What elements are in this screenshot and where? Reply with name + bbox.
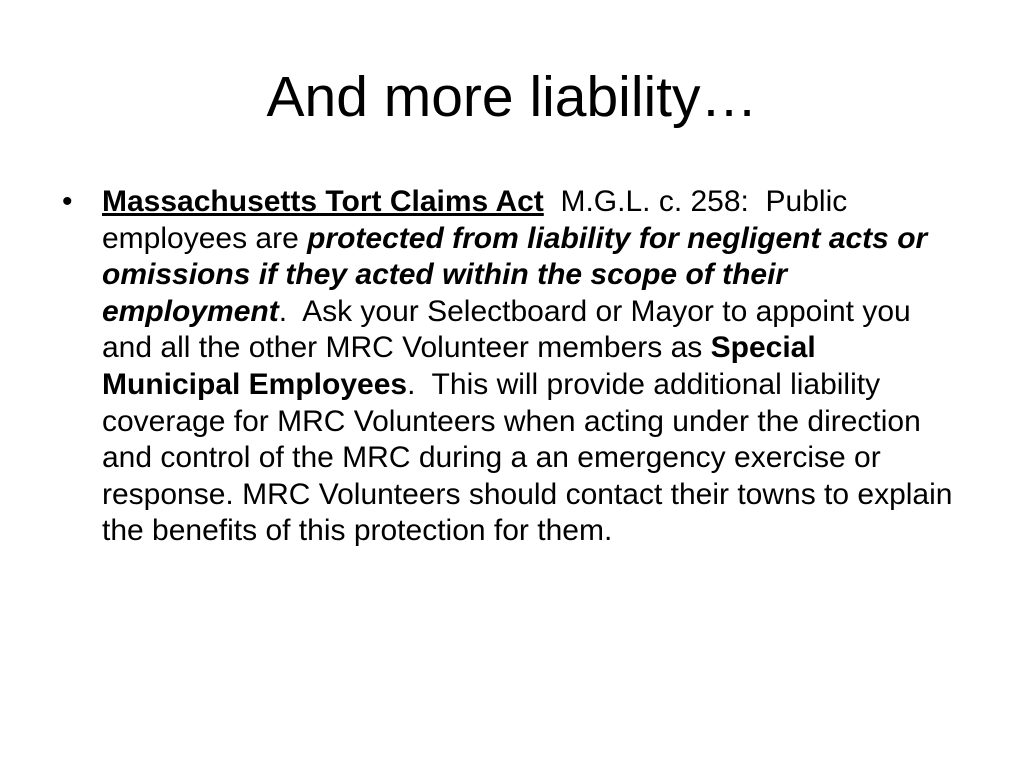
bullet-item bbox=[62, 184, 962, 550]
slide-body bbox=[62, 184, 962, 550]
slide-title: And more liability… bbox=[266, 65, 758, 129]
mid-text: . Ask your Selectboard or Mayor to appoint you and all the other MRC Volunteer members as bbox=[102, 294, 920, 365]
act-name: Massachusetts Tort Claims Act bbox=[102, 185, 544, 218]
bullet-text bbox=[102, 185, 961, 547]
special-municipal-employees: Special Municipal Employees bbox=[102, 331, 816, 401]
end-text: . This will provide additional liability coverage for MRC Volunteers when acting under the direction and control of the MRC during a an emergency exercise or response. MRC Volunteers should contact their towns to explain the benefits of this protection for them. bbox=[102, 367, 961, 548]
protected-phrase: protected from liability for negligent acts or omissions if they acted within the scope of their employment bbox=[102, 221, 928, 328]
bullet-icon: • bbox=[62, 185, 73, 218]
citation-text: M.G.L. c. 258: Public employees are bbox=[102, 185, 856, 255]
